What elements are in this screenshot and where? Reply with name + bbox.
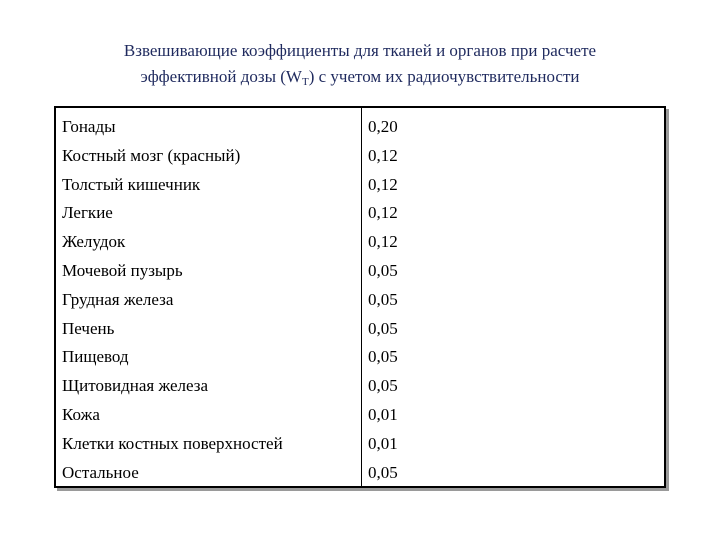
organ-name: Гонады <box>62 117 116 136</box>
weight-value: 0,12 <box>368 145 398 165</box>
organ-name: Легкие <box>62 203 113 223</box>
organ-name: Клетки костных поверхностей <box>62 433 283 453</box>
weight-value: 0,05 <box>368 289 398 309</box>
column-divider <box>361 108 362 486</box>
title-line-2-start: эффективной дозы (W <box>140 67 302 86</box>
weight-value: 0,05 <box>368 347 398 367</box>
value-column <box>368 113 488 487</box>
weight-value: 0,05 <box>368 462 398 482</box>
weight-value: 0,20 <box>368 117 398 136</box>
organ-name: Костный мозг (красный) <box>62 145 241 165</box>
organ-name: Желудок <box>62 232 126 252</box>
weight-value: 0,12 <box>368 232 398 252</box>
organ-name: Остальное <box>62 462 139 482</box>
weight-value: 0,05 <box>368 376 398 396</box>
weighting-factors-table <box>54 106 666 488</box>
weight-value: 0,05 <box>368 260 398 280</box>
weight-value: 0,05 <box>368 318 398 338</box>
organ-name: Щитовидная железа <box>62 376 209 396</box>
organ-name: Мочевой пузырь <box>62 260 183 280</box>
organ-name: Пищевод <box>62 347 129 367</box>
title-subscript: T <box>301 76 309 88</box>
title-line-2 <box>0 64 720 95</box>
weight-value: 0,12 <box>368 203 398 223</box>
title-line-1: Взвешивающие коэффициенты для тканей и органов при расчете <box>123 41 597 60</box>
organ-name: Грудная железа <box>62 289 174 309</box>
organ-column <box>62 113 356 487</box>
weight-value: 0,01 <box>368 404 398 424</box>
organ-name: Кожа <box>62 404 100 424</box>
weight-value: 0,01 <box>368 433 398 453</box>
title-line-2-end: ) с учетом их радиочувствительности <box>308 67 580 86</box>
weight-value: 0,12 <box>368 174 398 194</box>
slide-title <box>0 38 720 95</box>
organ-name: Толстый кишечник <box>62 174 201 194</box>
organ-name: Печень <box>62 318 115 338</box>
